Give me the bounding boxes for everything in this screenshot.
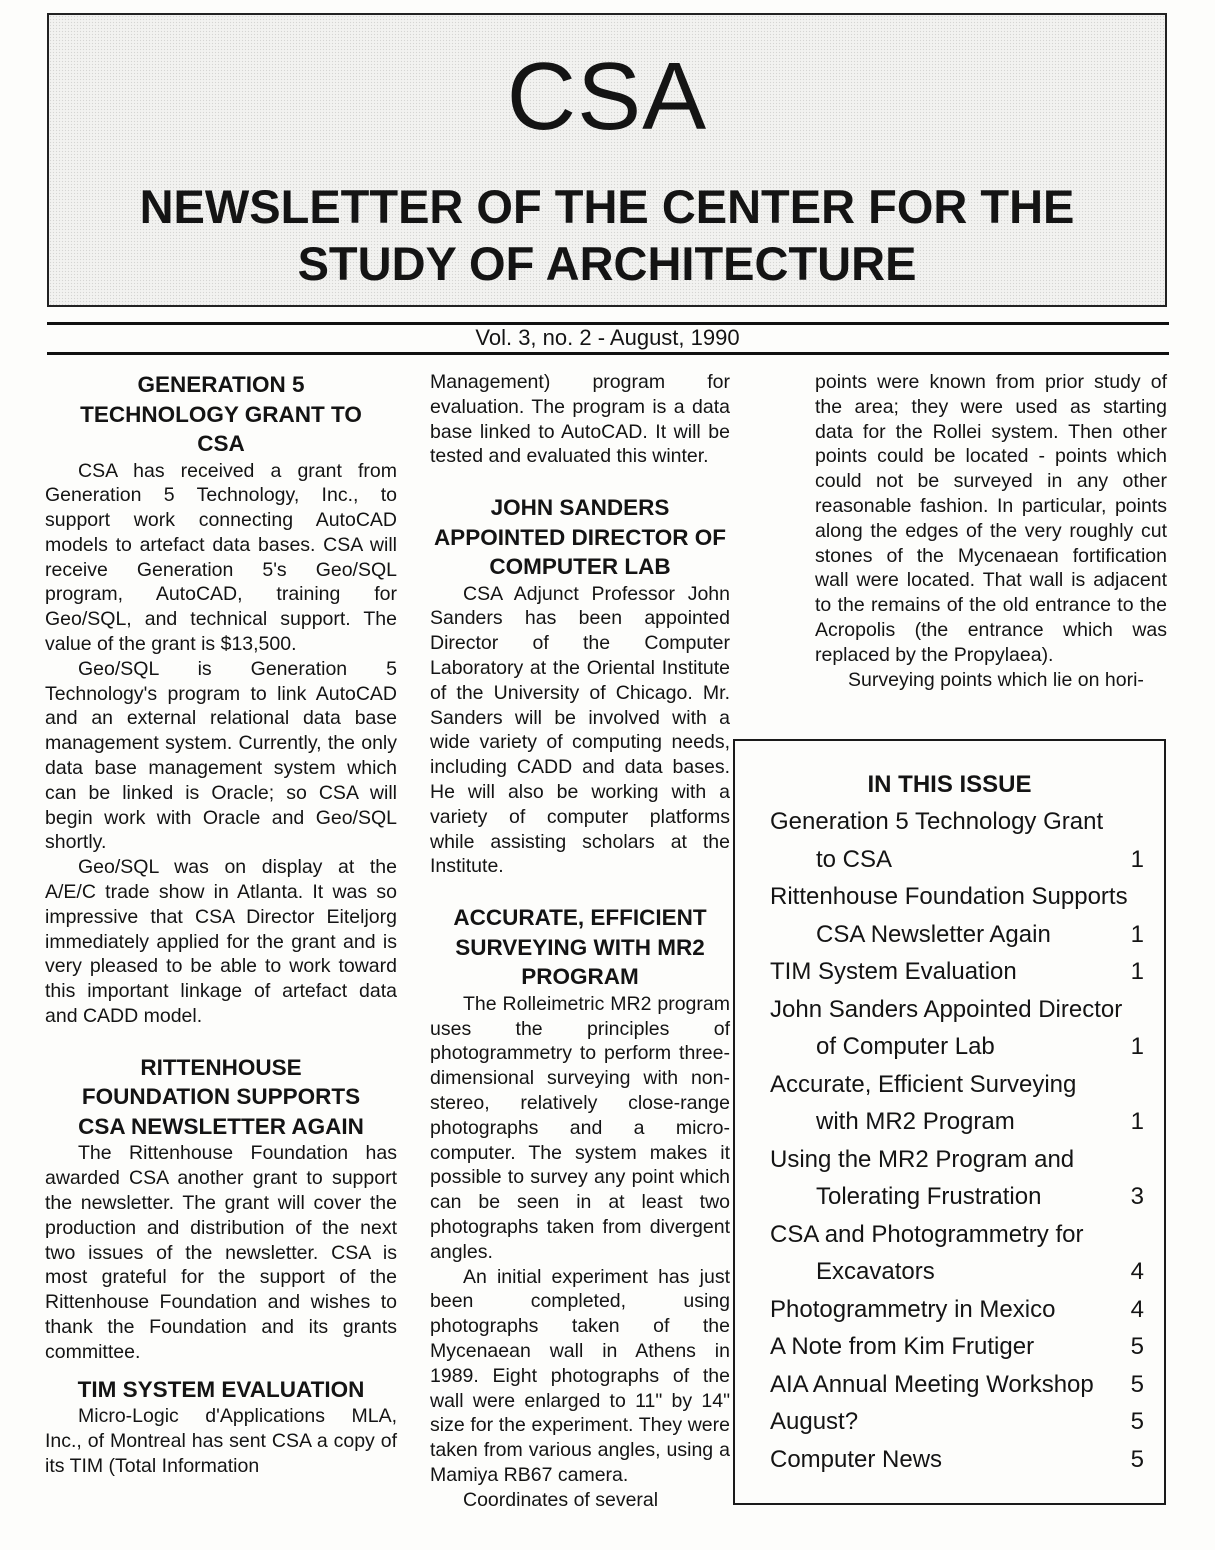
toc-item[interactable] [770, 1291, 1144, 1329]
article-paragraph: CSA Adjunct Professor John Sanders has been appointed Director of the Computer Laboratory at the Oriental Institute of the University of Chicago. Mr. Sanders will be involved with a wide variety of computing needs, including CADD and data bases. He will also be working with a variety of computer platforms while assisting scholars at the Institute. [430, 582, 730, 878]
title-line-1: NEWSLETTER OF THE CENTER FOR THE [139, 180, 1075, 233]
column-3 [815, 370, 1167, 692]
toc-item-title: John Sanders Appointed Director [770, 995, 1123, 1023]
toc-item[interactable] [770, 878, 1144, 953]
article-paragraph: The Rolleimetric MR2 program uses the principles of photogrammetry to perform three-dimensional surveying with non-stereo, relatively close-range photographs and a micro-computer. The system makes it possible to survey any point which can be seen in at least two photographs taken from divergent angles. [430, 992, 730, 1263]
toc-item[interactable] [770, 1403, 1144, 1441]
toc-item-title-cont: to CSA [816, 845, 893, 873]
article-paragraph: Geo/SQL was on display at the A/E/C trade show in Atlanta. It was so impressive that CSA Director Eiteljorg immediately applied for the grant and is very pleased to be able to work toward this important linkage of artefact data and CADD model. [45, 856, 397, 1028]
toc-item-title: A Note from Kim Frutiger [770, 1333, 1035, 1360]
toc-item-title: AIA Annual Meeting Workshop [770, 1370, 1094, 1398]
heading-line: JOHN SANDERS [490, 495, 670, 521]
toc-page-number: 1 [1130, 920, 1144, 948]
toc-page-number: 1 [1130, 845, 1144, 873]
toc-page-number: 5 [1130, 1445, 1144, 1473]
article-paragraph: CSA has received a grant from Generation 5 Technology, Inc., to support work connecting AutoCAD models to artefact data bases. CSA will receive Generation 5's Geo/SQL program, AutoCAD, training for Geo/SQL, and technical support. The value of the grant is $13,500. [45, 459, 397, 656]
toc-item-title-cont: Tolerating Frustration [816, 1183, 1042, 1210]
toc-item[interactable] [770, 1441, 1144, 1479]
heading-line: CSA [197, 431, 245, 456]
toc-item[interactable] [770, 953, 1144, 991]
toc-item-title: Photogrammetry in Mexico [770, 1295, 1056, 1323]
toc-item[interactable] [770, 991, 1144, 1066]
toc-page-number: 1 [1130, 1033, 1144, 1060]
heading-line: TIM SYSTEM EVALUATION [77, 1376, 365, 1402]
toc-item-title-cont: CSA Newsletter Again [816, 920, 1051, 948]
toc-item-title-cont: Excavators [816, 1258, 935, 1285]
column-1 [45, 370, 397, 1478]
article-paragraph: Micro-Logic d'Applications MLA, Inc., of Montreal has sent CSA a copy of its TIM (Total Information [45, 1405, 397, 1477]
bottom-rule [47, 352, 1169, 355]
heading-line: COMPUTER LAB [489, 554, 671, 580]
toc-item-title-cont: of Computer Lab [816, 1033, 995, 1060]
toc-item-title: CSA and Photogrammetry for [770, 1220, 1084, 1248]
article-paragraph: Coordinates of several [463, 1488, 659, 1511]
heading-line: ACCURATE, EFFICIENT [453, 905, 707, 931]
toc-item[interactable] [770, 1366, 1144, 1404]
newsletter-logo-title: CSA [506, 43, 708, 150]
in-this-issue-box [733, 739, 1166, 1505]
heading-line: TECHNOLOGY GRANT TO [80, 401, 362, 427]
toc-item-title: Computer News [770, 1445, 943, 1473]
heading-line: CSA NEWSLETTER AGAIN [78, 1113, 364, 1139]
newsletter-full-title [49, 178, 1165, 292]
table-of-contents [770, 803, 1144, 1478]
toc-item-title: August? [770, 1408, 859, 1435]
article-paragraph: Management) program for evaluation. The program is a data base linked to AutoCAD. It will be tested and evaluated this winter. [430, 371, 730, 468]
article-paragraph: An initial experiment has just been completed, using photographs taken of the Mycenaean wall in Athens in 1989. Eight photographs of the wall were enlarged to 11" by 14" size for the experiment. They were taken from various angles, using a Mamiya RB67 camera. [430, 1265, 730, 1486]
heading-line: PROGRAM [521, 964, 639, 990]
toc-item-title: Accurate, Efficient Surveying [770, 1070, 1077, 1098]
toc-page-number: 3 [1130, 1183, 1144, 1210]
heading-line: GENERATION 5 [137, 372, 305, 397]
toc-page-number: 1 [1130, 1108, 1144, 1135]
article-heading-sanders [430, 493, 730, 582]
article-heading-generation5 [45, 370, 397, 459]
heading-line: APPOINTED DIRECTOR OF [433, 524, 727, 550]
toc-page-number: 5 [1130, 1370, 1144, 1398]
toc-page-number: 1 [1130, 958, 1144, 985]
toc-item[interactable] [770, 803, 1144, 878]
article-paragraph: Geo/SQL is Generation 5 Technology's program to link AutoCAD and an external relational data base management system. Currently, the only data base management system which can be linked is Oracle; so CSA will begin work with Oracle and Geo/SQL shortly. [45, 657, 397, 854]
toc-item-title: TIM System Evaluation [770, 958, 1017, 985]
column-2 [430, 370, 730, 1512]
heading-line: FOUNDATION SUPPORTS [81, 1084, 361, 1110]
article-paragraph: Surveying points which lie on hori- [848, 668, 1144, 691]
toc-item-title: Using the MR2 Program and [770, 1145, 1075, 1173]
article-heading-mr2 [430, 903, 730, 992]
toc-item[interactable] [770, 1216, 1144, 1291]
toc-page-number: 5 [1130, 1333, 1144, 1360]
toc-item-title-cont: with MR2 Program [816, 1108, 1015, 1135]
title-line-2: STUDY OF ARCHITECTURE [297, 237, 917, 290]
in-this-issue-title: IN THIS ISSUE [867, 771, 1032, 798]
masthead [47, 13, 1167, 307]
heading-line: RITTENHOUSE [140, 1054, 302, 1080]
toc-item-title: Generation 5 Technology Grant [770, 808, 1104, 835]
article-heading-rittenhouse [45, 1053, 397, 1142]
article-heading-tim [45, 1375, 397, 1405]
toc-page-number: 4 [1130, 1258, 1144, 1285]
toc-page-number: 5 [1130, 1408, 1144, 1435]
article-paragraph: The Rittenhouse Foundation has awarded CSA another grant to support the newsletter. The grant will cover the production and distribution of the next two issues of the newsletter. CSA is most grateful for the support of the Rittenhouse Foundation and wishes to thank the Foundation and its grants committee. [45, 1142, 397, 1363]
article-paragraph: points were known from prior study of the area; they were used as starting data for the Rollei system. Then other points could be located - points which could not be surveyed in any other reasonable fashion. In particular, points along the edges of the very roughly cut stones of the Mycenaean fortification wall were located. That wall is adjacent to the remains of the old entrance to the Acropolis (the entrance which was replaced by the Propylaea). [815, 371, 1167, 666]
toc-item-title: Rittenhouse Foundation Supports [770, 883, 1128, 910]
heading-line: SURVEYING WITH MR2 [455, 934, 705, 960]
toc-page-number: 4 [1130, 1295, 1144, 1323]
toc-item[interactable] [770, 1066, 1144, 1141]
volume-issue-line: Vol. 3, no. 2 - August, 1990 [475, 325, 740, 350]
toc-item[interactable] [770, 1328, 1144, 1366]
toc-item[interactable] [770, 1141, 1144, 1216]
